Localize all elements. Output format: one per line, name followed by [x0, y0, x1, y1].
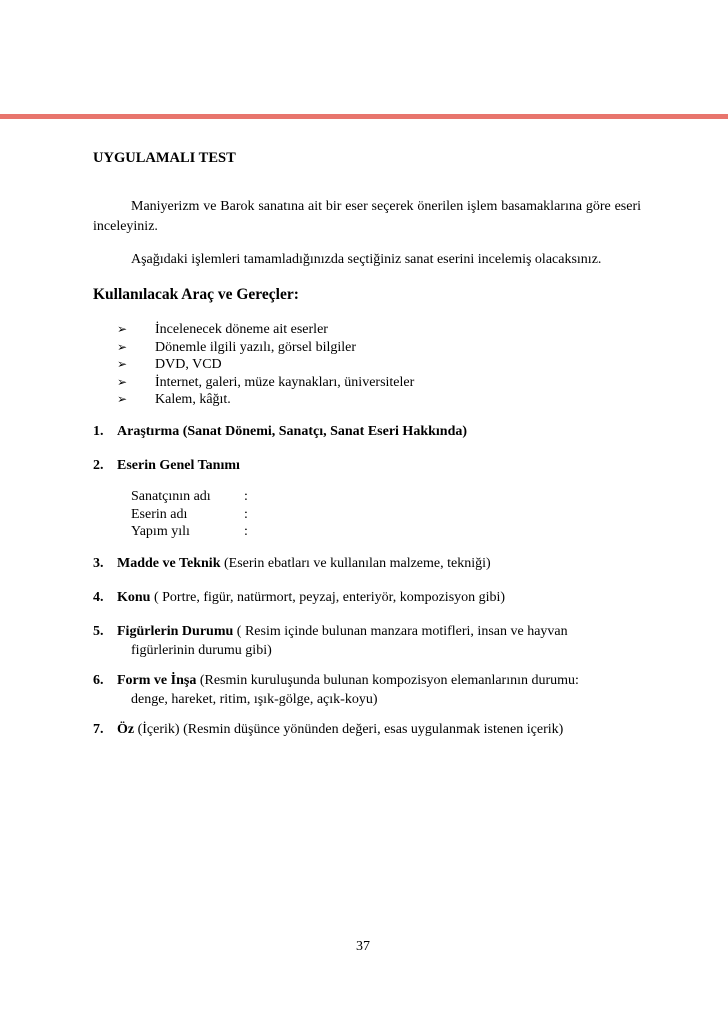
step-number: 1.: [93, 424, 104, 439]
page-title: UYGULAMALI TEST: [93, 150, 236, 166]
list-item-text: İnternet, galeri, müze kaynakları, üniversiteler: [155, 374, 415, 390]
list-item: [117, 321, 414, 339]
tools-heading: Kullanılacak Araç ve Gereçler:: [93, 286, 299, 303]
step-5: [93, 622, 653, 660]
tools-list: [117, 321, 414, 409]
step-7: [93, 720, 653, 739]
list-item-text: İncelenecek döneme ait eserler: [155, 322, 328, 337]
step-heading: Figürlerin Durumu: [117, 624, 234, 639]
list-item: [117, 339, 414, 357]
arrow-bullet-icon: ➢: [117, 357, 128, 371]
arrow-bullet-icon: ➢: [117, 339, 128, 354]
field-separator: :: [244, 524, 248, 539]
field-row: [131, 488, 248, 506]
step-heading: Madde ve Teknik: [117, 556, 221, 571]
step-3: [93, 554, 653, 573]
step-number: 7.: [93, 722, 104, 737]
list-item-text: DVD, VCD: [155, 357, 222, 372]
step-heading: Form ve İnşa: [117, 673, 197, 688]
step-continuation: denge, hareket, ritim, ışık-gölge, açık-koyu): [131, 692, 378, 707]
field-label: Yapım yılı: [131, 524, 190, 539]
step-heading: Öz: [117, 722, 135, 737]
artwork-fields: [131, 488, 248, 541]
step-number: 6.: [93, 673, 104, 688]
step-4: [93, 588, 653, 607]
step-continuation: figürlerinin durumu gibi): [131, 643, 272, 658]
list-item: [117, 391, 414, 409]
step-description: (Resmin kuruluşunda bulunan kompozisyon elemanlarının durumu:: [196, 673, 579, 688]
step-heading: Konu: [117, 590, 151, 605]
step-heading: Araştırma (Sanat Dönemi, Sanatçı, Sanat Eseri Hakkında): [117, 424, 468, 439]
step-2: [93, 456, 653, 475]
step-number: 4.: [93, 590, 104, 605]
step-heading: Eserin Genel Tanımı: [117, 458, 240, 473]
list-item: [117, 356, 414, 374]
arrow-bullet-icon: ➢: [117, 392, 128, 406]
field-separator: :: [244, 489, 248, 504]
list-item-text: Kalem, kâğıt.: [155, 392, 231, 407]
field-row: [131, 506, 248, 524]
field-separator: :: [244, 506, 248, 522]
step-description: (Eserin ebatları ve kullanılan malzeme, tekniği): [220, 556, 491, 571]
arrow-bullet-icon: ➢: [117, 322, 128, 336]
step-number: 3.: [93, 556, 104, 571]
field-label: Eserin adı: [131, 506, 188, 522]
step-number: 5.: [93, 624, 104, 639]
intro-paragraph-1: Maniyerizm ve Barok sanatına ait bir eser seçerek önerilen işlem basamaklarına göre eseri inceleyiniz.: [93, 199, 641, 234]
arrow-bullet-icon: ➢: [117, 374, 128, 389]
list-item-text: Dönemle ilgili yazılı, görsel bilgiler: [155, 339, 357, 355]
step-6: [93, 671, 653, 709]
step-description: ( Resim içinde bulunan manzara motifleri, insan ve hayvan: [233, 624, 568, 639]
field-label: Sanatçının adı: [131, 489, 211, 504]
intro-paragraph-2: Aşağıdaki işlemleri tamamladığınızda seçtiğiniz sanat eserini incelemiş olacaksınız.: [131, 252, 602, 267]
step-description: ( Portre, figür, natürmort, peyzaj, enteriyör, kompozisyon gibi): [150, 590, 506, 605]
step-description: (İçerik) (Resmin düşünce yönünden değeri, esas uygulanmak istenen içerik): [134, 722, 564, 737]
header-rule: [0, 114, 728, 119]
page-number: 37: [356, 939, 370, 954]
list-item: [117, 374, 414, 392]
step-number: 2.: [93, 458, 104, 473]
field-row: [131, 523, 248, 541]
step-1: [93, 422, 653, 441]
